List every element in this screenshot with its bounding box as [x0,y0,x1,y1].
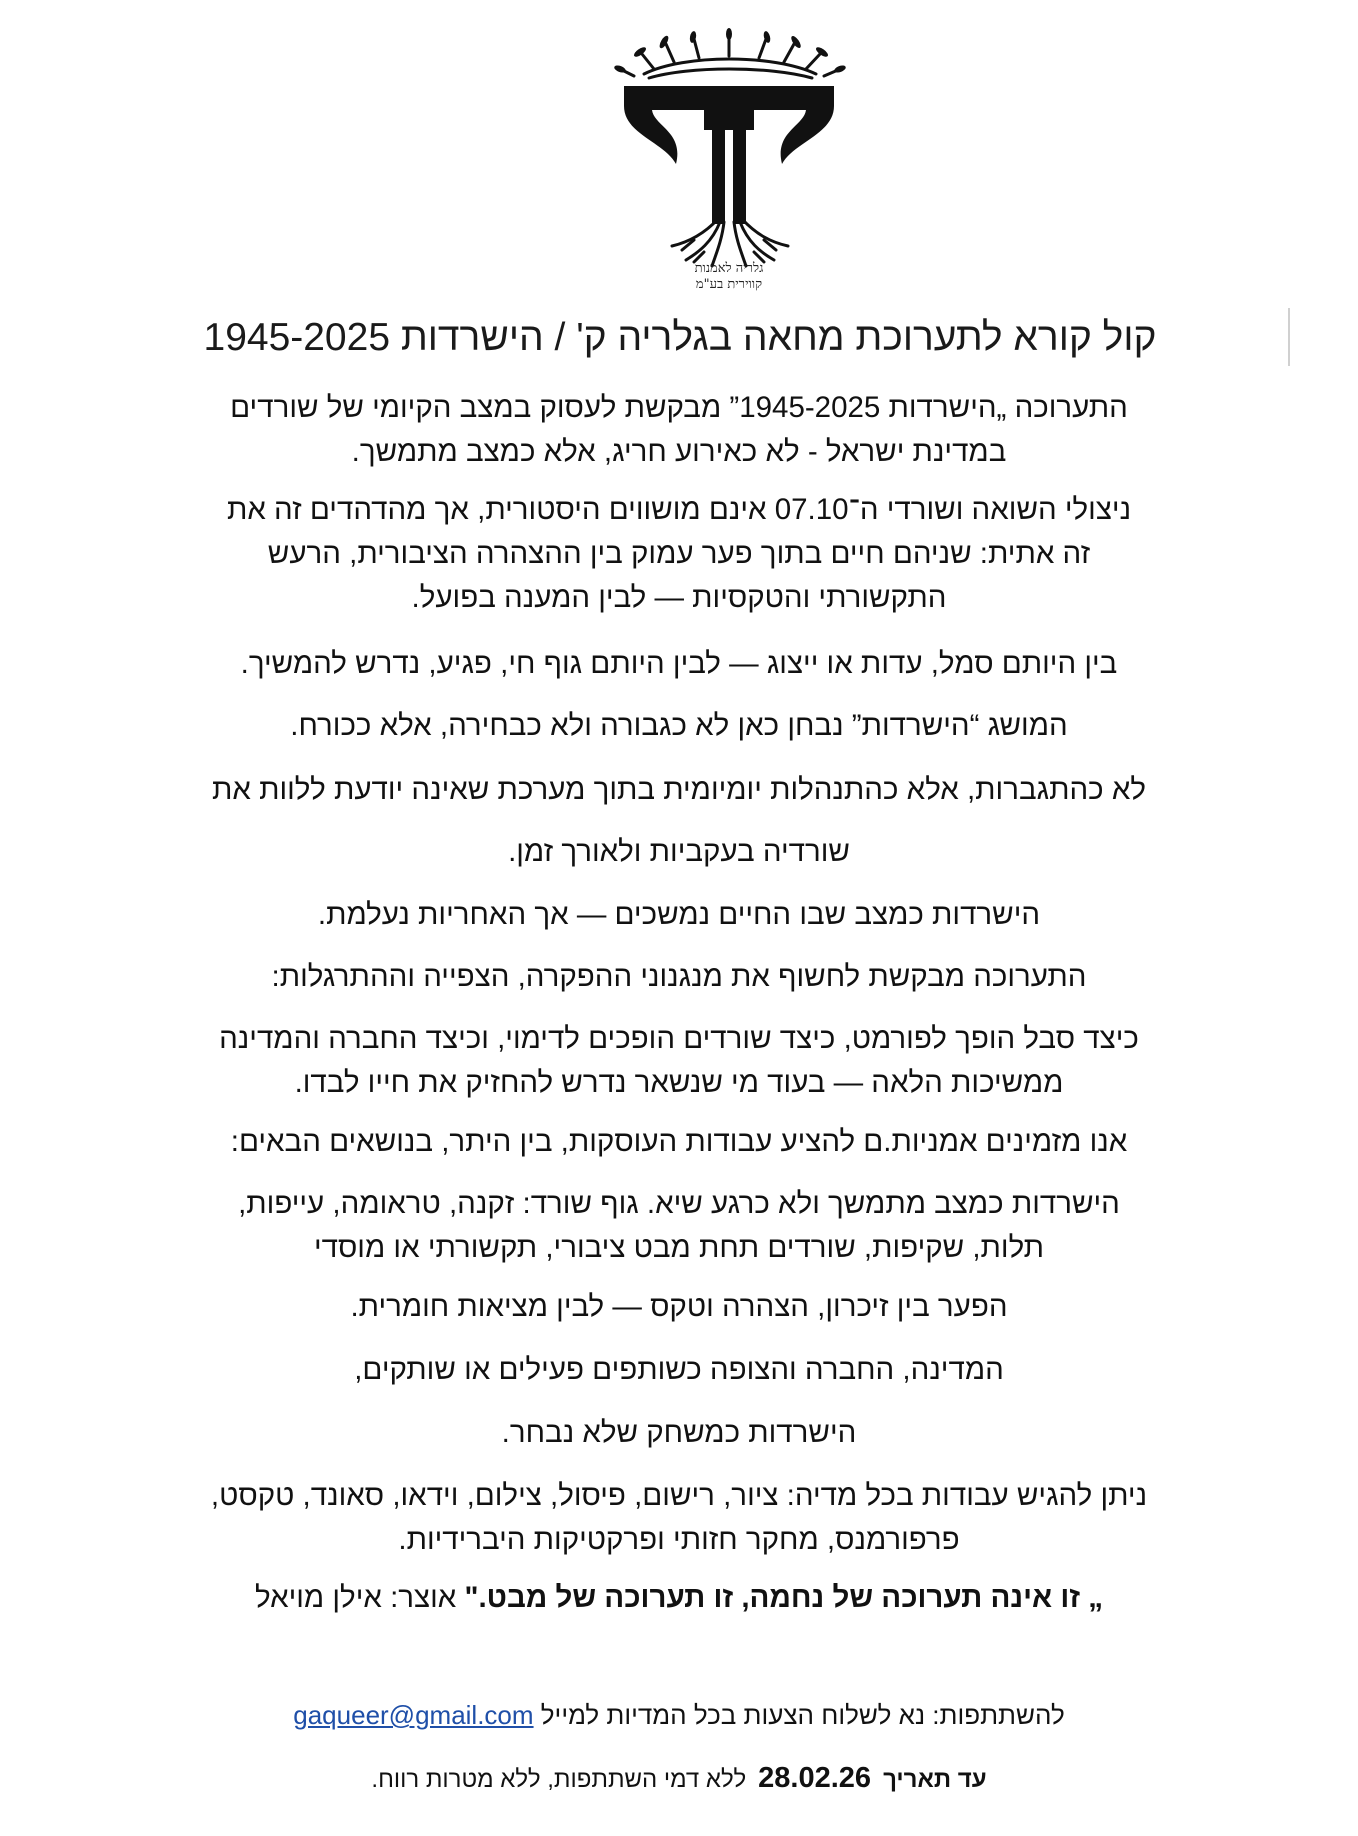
tree-pillar-logo-icon [594,14,864,294]
deadline-label: עד תאריך [883,1766,987,1793]
text-line: אנו מזמינים אמניות.ם להציע עבודות העוסקות, בין היתר, בנושאים הבאים: [230,1125,1128,1158]
deadline-note: ללא דמי השתתפות, ללא מטרות רווח. [371,1766,747,1793]
text-line: לא כהתגברות, אלא כהתנהלות יומיומית בתוך מערכת שאינה יודעת ללוות את [212,773,1146,806]
text-line: שורדיה בעקביות ולאורך זמן. [508,835,850,868]
quote-text: „ זו אינה תערוכה של נחמה, זו תערוכה של מבט." [464,1581,1103,1614]
text-line: בין היותם סמל, עדות או ייצוג — לבין היותם גוף חי, פגיע, נדרש להמשיך. [240,647,1118,680]
paragraph-overcoming-cont [30,830,1328,874]
text-line: במדינת ישראל - לא כאירוע חריג, אלא כמצב מתמשך. [351,435,1007,468]
gallery-logo [594,14,864,294]
text-line: ניתן להגיש עבודות בכל מדיה: ציור, רישום, פיסול, צילום, וידאו, סאונד, טקסט, [210,1479,1148,1512]
curator-quote [30,1576,1328,1620]
logo-caption-line1: גלריה לאמנות [694,261,764,276]
deadline-date: 28.02.26 [758,1762,872,1794]
page-title: קול קורא לתערוכת מחאה בגלריה ק' / הישרדות 1945-2025 [203,316,1157,359]
text-line: הישרדות כמצב מתמשך ולא כרגע שיא. גוף שורד: זקנה, טראומה, עייפות, [238,1187,1120,1220]
text-line: תלות, שקיפות, שורדים תחת מבט ציבורי, תקשורתי או מוסדי [313,1231,1045,1264]
text-line [30,1576,1328,1620]
text-line: ממשיכות הלאה — בעוד מי שנשאר נדרש להחזיק את חייו לבדו. [294,1066,1064,1099]
paragraph-themes [30,1182,1328,1270]
paragraph-state [30,1348,1328,1392]
text-line: התערוכה מבקשת לחשוף את מנגנוני ההפקרה, הצפייה וההתרגלות: [271,960,1087,993]
text-line: הפער בין זיכרון, הצהרה וטקס — לבין מציאות חומרית. [350,1290,1008,1323]
paragraph-media [30,1474,1328,1562]
text-line: זה אתית: שניהם חיים בתוך פער עמוק בין ההצהרה הציבורית, הרעש [267,537,1091,570]
paragraph-overcoming [30,768,1328,812]
text-line: התקשורתי והטקסיות — לבין המענה בפועל. [411,581,947,614]
text-line: כיצד סבל הופך לפורמט, כיצד שורדים הופכים לדימוי, וכיצד החברה והמדינה [219,1022,1139,1055]
curator-name: אוצר: אילן מויאל [255,1581,465,1614]
paragraph-gap [30,1285,1328,1329]
text-line: הישרדות כמצב שבו החיים נמשכים — אך האחריות נעלמת. [317,898,1041,931]
title-divider [1288,308,1290,366]
paragraph-invitation [30,1120,1328,1164]
paragraph-suffering [30,1017,1328,1105]
text-line: פרפורמנס, מחקר חזותי ופרקטיקות היברידיות. [398,1523,960,1556]
text-line: ניצולי השואה ושורדי ה־07.10 אינם מושווים היסטורית, אך מהדהדים זה את [226,493,1132,526]
contact-text: להשתתפות: נא לשלוח הצעות בכל המדיות למייל [533,1700,1065,1730]
paragraph-concept [30,704,1328,748]
deadline-line [30,1762,1328,1795]
logo-caption-line2: קווירית בע"מ [695,277,763,292]
text-line: המדינה, החברה והצופה כשותפים פעילים או שותקים, [354,1353,1004,1386]
text-line: התערוכה „הישרדות 1945-2025” מבקשת לעסוק במצב הקיומי של שורדים [230,391,1128,424]
email-link[interactable]: gaqueer@gmail.com [293,1700,534,1730]
paragraph-mechanisms [30,955,1328,999]
text-line: המושג “הישרדות” נבחן כאן לא כגבורה ולא כבחירה, אלא ככורח. [290,709,1068,742]
paragraph-symbol [30,642,1328,686]
contact-line [30,1700,1328,1731]
paragraph-intro [30,386,1328,474]
paragraph-responsibility [30,893,1328,937]
paragraph-game [30,1411,1328,1455]
paragraph-survivors [30,488,1328,620]
text-line: הישרדות כמשחק שלא נבחר. [501,1416,857,1449]
